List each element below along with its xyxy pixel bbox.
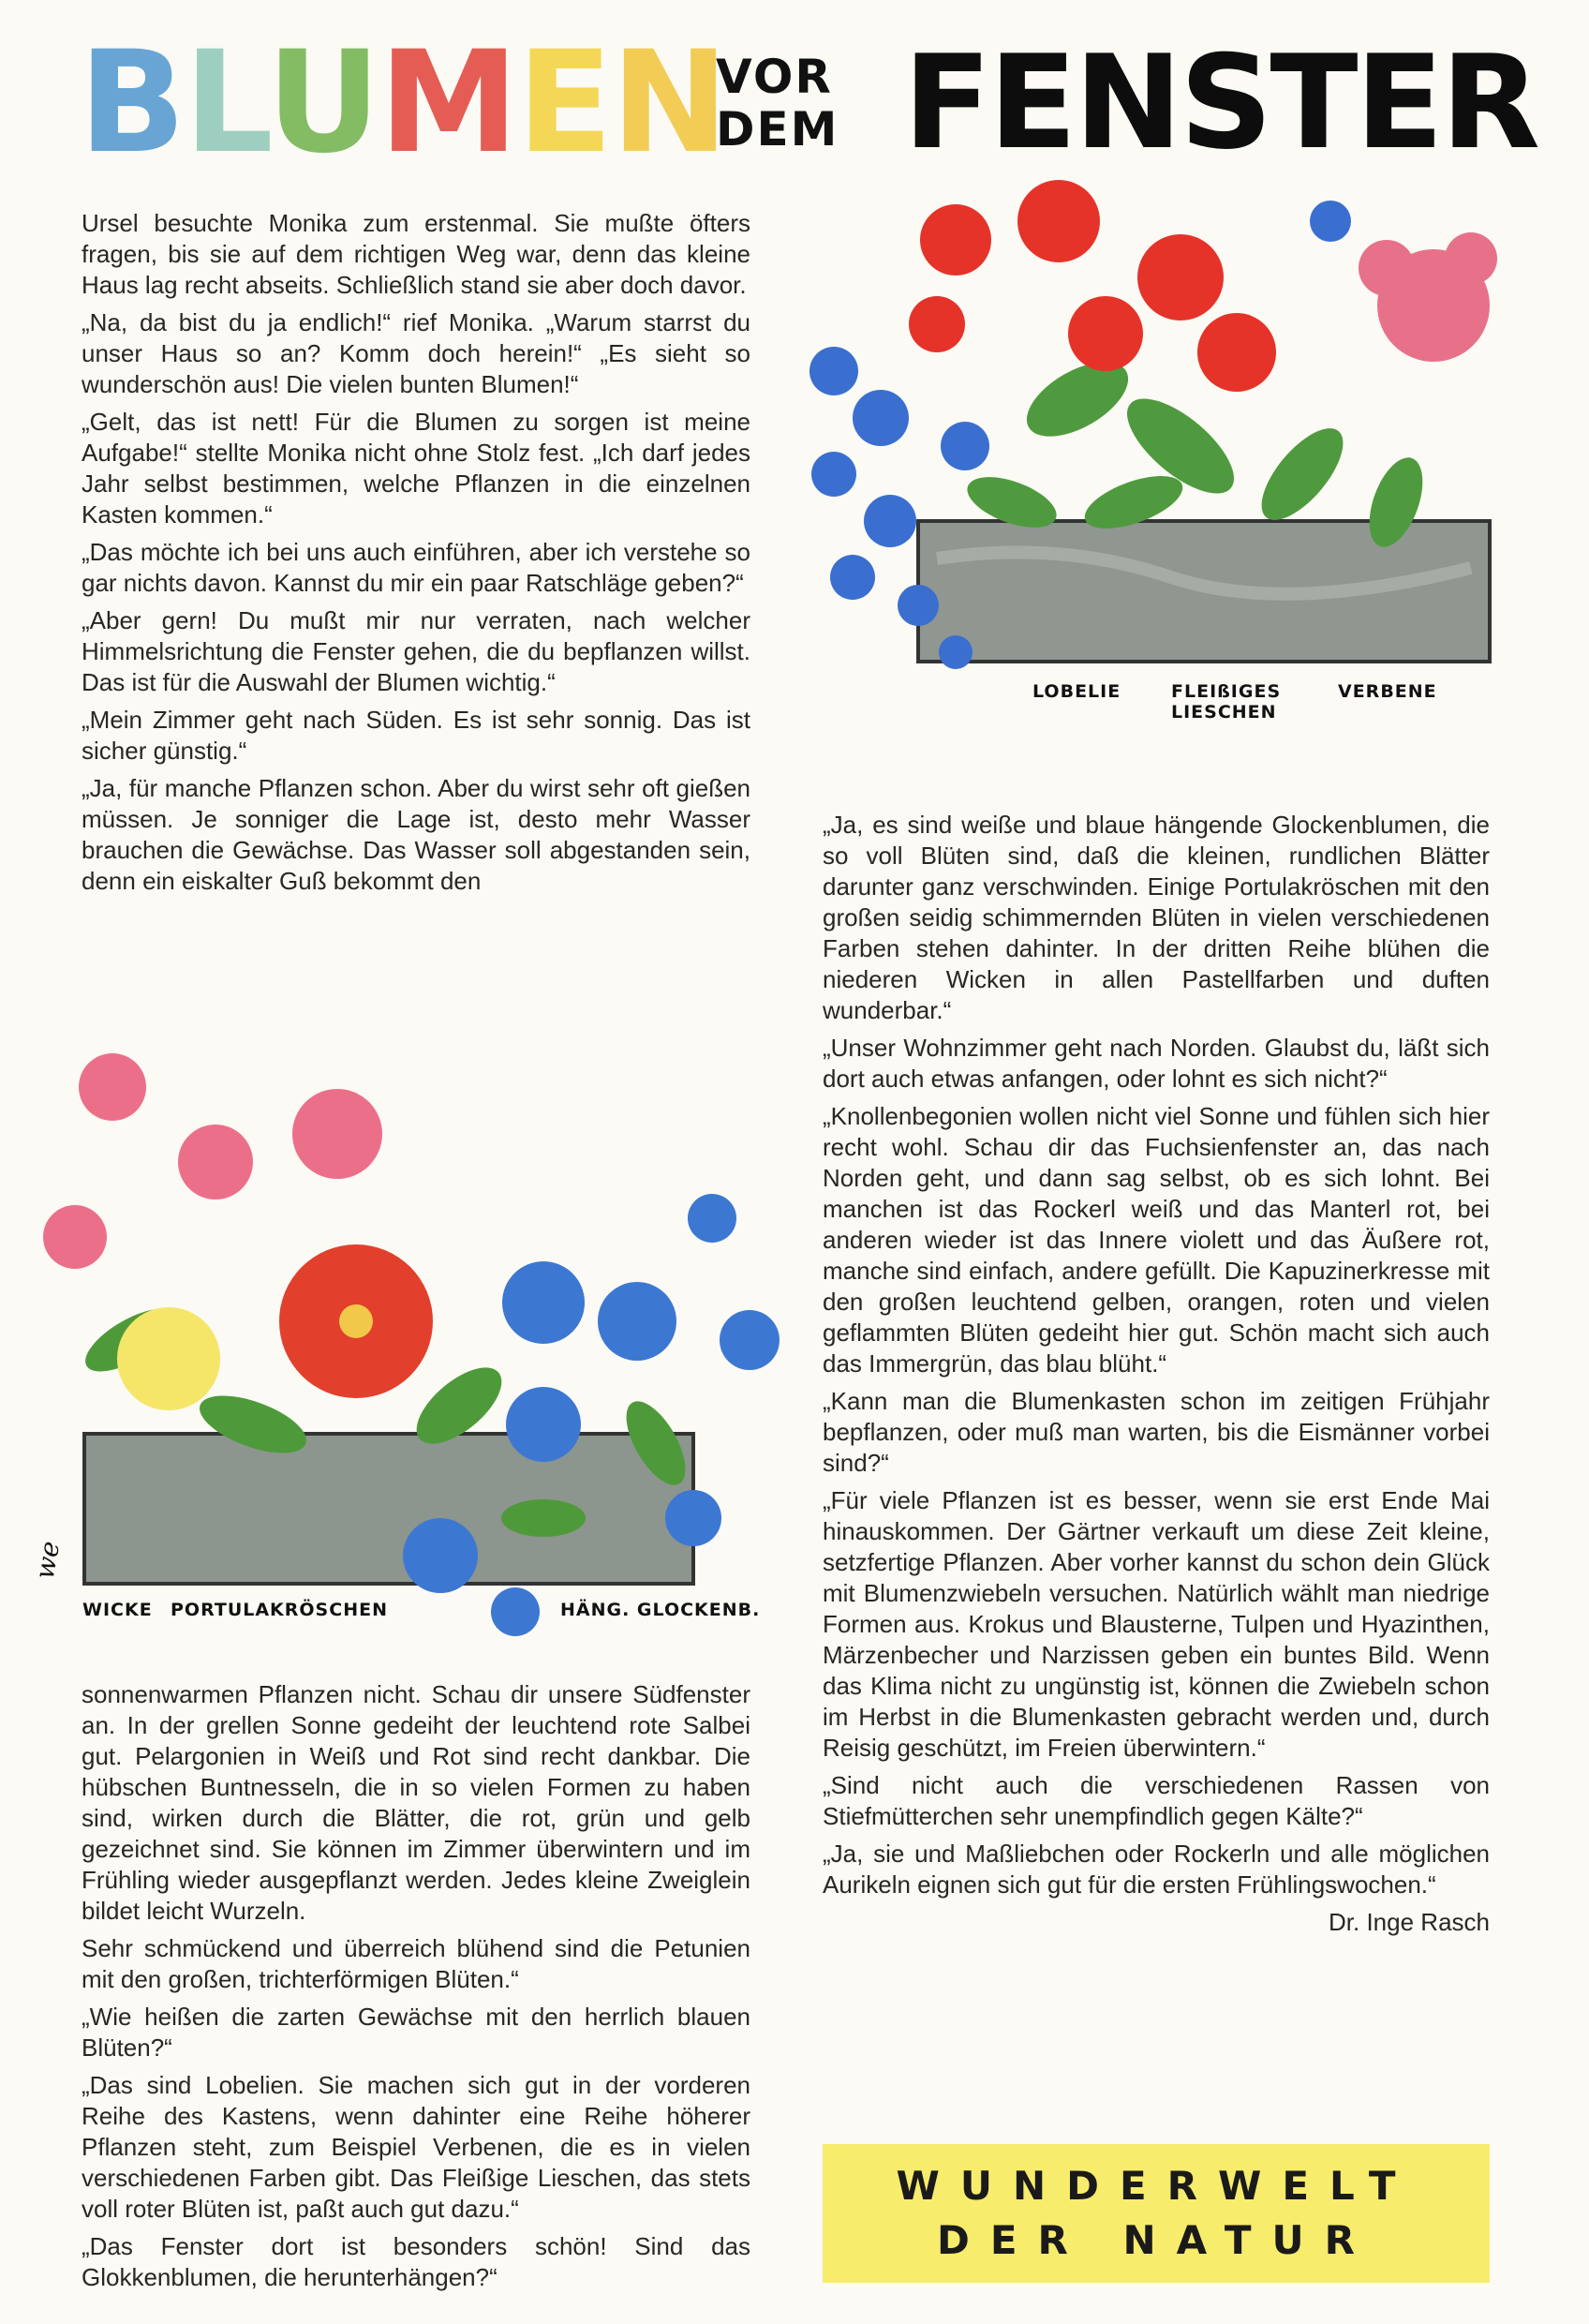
pink-verbena	[1359, 232, 1497, 362]
page-title	[79, 22, 1538, 185]
label-portulakroeschen: PORTULAKRÖSCHEN	[171, 1600, 388, 1620]
right-column	[823, 810, 1490, 1938]
author: Dr. Inge Rasch	[1329, 1908, 1490, 1936]
planter-box	[84, 1434, 693, 1584]
paragraph: „Knollenbegonien wollen nicht viel Sonne und fühlen sich hier recht wohl. Schau dir das Fuchsienfenster an, das nach Norden geht, und dann sag selbst, ob es sich lohnt. Bei manchen ist das Rockerl weiß und das Manterl rot, bei anderen wieder ist das Innere violett und das Äußere rot, manche sind einfach, andere gefüllt. Die Kapuzinerkresse mit den großen leuchtend gelben, orangen, roten und vielen geflammten Blüten gedeiht hier gut. Schön macht sich auch das Immergrün, das blau blüht.“	[823, 1102, 1490, 1378]
paragraph: „Das Fenster dort ist besonders schön! Sind das Glokkenblumen, die herunterhängen?“	[82, 2232, 750, 2291]
paragraph: „Sind nicht auch die verschiedenen Rassen von Stiefmütterchen sehr unempfindlich gegen Kälte?“	[823, 1771, 1490, 1830]
label-haeng-glockenb: HÄNG. GLOCKENB.	[560, 1600, 761, 1620]
pink-sweet-peas	[43, 1053, 382, 1269]
paragraph: „Mein Zimmer geht nach Süden. Es ist sehr sonnig. Das ist sicher günstig.“	[82, 706, 750, 765]
title-vor-dem	[716, 51, 839, 156]
yellow-flower	[117, 1307, 220, 1410]
paragraph: „Das möchte ich bei uns auch einführen, aber ich verstehe so gar nichts davon. Kannst du mir ein paar Ratschläge geben?“	[82, 538, 750, 597]
label-wicke: WICKE	[82, 1600, 153, 1620]
series-title-line1: WUNDERWELT	[896, 2163, 1417, 2209]
title-letter: M	[379, 22, 517, 185]
label-fleissiges: FLEIßIGES	[1171, 681, 1282, 702]
paragraph: „Das sind Lobelien. Sie machen sich gut in der vorderen Reihe des Kastens, wenn dahinter eine Reihe höherer Pflanzen steht, zum Beispiel Verbenen, die es in vielen verschiedenen Farben gibt. Das Fleißige Lieschen, das stets voll roter Blüten ist, paßt auch gut dazu.“	[82, 2071, 750, 2223]
flower-center	[339, 1304, 373, 1338]
paragraph: Ursel besuchte Monika zum erstenmal. Sie mußte öfters fragen, bis sie auf dem richtigen Weg war, denn das kleine Haus lag recht abseits. Schließlich stand sie aber doch davor.	[82, 209, 750, 299]
title-letter: E	[516, 22, 612, 185]
paragraph: „Gelt, das ist nett! Für die Blumen zu sorgen ist meine Aufgabe!“ stellte Monika nicht ohne Stolz fest. „Ich darf jedes Jahr selbst bestimmen, welche Pflanzen in die einzelnen Kasten kommen.“	[82, 408, 750, 529]
paragraph: „Kann man die Blumenkasten schon im zeitigen Frühjahr bepflanzen, oder muß man warten, bis die Eismänner vorbei sind?“	[823, 1387, 1490, 1477]
label-lobelie: LOBELIE	[1032, 681, 1121, 702]
paragraph: „Ja, für manche Pflanzen schon. Aber du wirst sehr oft gießen müssen. Je sonniger die Lage ist, desto mehr Wasser brauchen die Gewächse. Das Wasser soll abgestanden sein, denn ein eiskalter Guß bekommt den	[82, 774, 750, 895]
paragraph: „Wie heißen die zarten Gewächse mit den herrlich blauen Blüten?“	[82, 2003, 750, 2062]
paragraph: „Unser Wohnzimmer geht nach Norden. Glaubst du, läßt sich dort auch etwas anfangen, oder lohnt es sich nicht?“	[823, 1034, 1490, 1093]
illustration-flower-box-top	[778, 165, 1546, 755]
artist-signature: we	[28, 1538, 67, 1582]
title-vor: VOR	[716, 50, 833, 104]
left-column-top	[82, 208, 750, 903]
paragraph: „Aber gern! Du mußt mir nur verraten, nach welcher Himmelsrichtung die Fenster gehen, die du bepflanzen willst. Das ist für die Auswahl der Blumen wichtig.“	[82, 606, 750, 696]
paragraph: „Ja, es sind weiße und blaue hängende Glockenblumen, die so voll Blüten sind, daß die kleinen, rundlichen Blätter darunter ganz verschwinden. Einige Portulakröschen mit den großen seidig schimmernden Blüten in vielen verschiedenen Farben stehen dahinter. In der dritten Reihe blühen die niederen Wicken in allen Pastellfarben und duften wunderbar.“	[823, 811, 1490, 1024]
title-letter: U	[266, 22, 379, 185]
paragraph: sonnenwarmen Pflanzen nicht. Schau dir unsere Südfenster an. In der grellen Sonne gedeiht der leuchtend rote Salbei gut. Pelargonien in Weiß und Rot sind recht dankbar. Die hübschen Buntnesseln, die in so vielen Formen zu haben sind, wirken durch die Blätter, die rot, grün und gelb gezeichnet sind. Sie können im Zimmer überwintern und im Frühling wieder ausgepflanzt werden. Jedes kleine Zweiglein bildet leicht Wurzeln.	[82, 1680, 750, 1925]
title-letter: N	[611, 22, 727, 185]
red-flowers	[909, 180, 1276, 392]
paragraph: „Na, da bist du ja endlich!“ rief Monika. „Warum starrst du unser Haus so an? Komm doch herein!“ „Es sieht so wunderschön aus! Die vielen bunten Blumen!“	[82, 308, 750, 398]
title-letter: L	[184, 22, 267, 185]
series-box	[823, 2144, 1490, 2283]
label-verbene: VERBENE	[1338, 681, 1437, 702]
label-lieschen: LIESCHEN	[1171, 702, 1277, 723]
series-title-line2: DER NATUR	[936, 2217, 1375, 2263]
paragraph: „Für viele Pflanzen ist es besser, wenn sie erst Ende Mai hinauskommen. Der Gärtner verkauft um diese Zeit kleine, setzfertige Pflanzen. Aber vorher kannst du schon dein Glück mit Blumenzwiebeln versuchen. Natürlich wählt man niedrige Formen aus. Krokus und Blausterne, Tulpen und Hyazinthen, Märzenbecher und Narzissen geben ein buntes Bild. Wenn das Klima nicht zu ungünstig ist, können die Zwiebeln schon im Herbst in die Blumenkasten gebracht werden und, durch Reisig geschützt, im Freien überwintern.“	[823, 1486, 1490, 1762]
left-column-bottom	[82, 1679, 750, 2300]
title-letter: B	[79, 22, 185, 185]
title-blumen	[79, 22, 727, 185]
paragraph: „Ja, sie und Maßliebchen oder Rockerln und alle möglichen Aurikeln eignen sich gut für die ersten Frühlingswochen.“	[823, 1840, 1490, 1899]
title-fenster: FENSTER	[903, 27, 1538, 178]
paragraph: Sehr schmückend und überreich blühend sind die Petunien mit den großen, trichterförmigen Blüten.“	[82, 1934, 750, 1993]
illustration-flower-box-bottom	[19, 1031, 806, 1649]
title-dem: DEM	[716, 102, 839, 156]
